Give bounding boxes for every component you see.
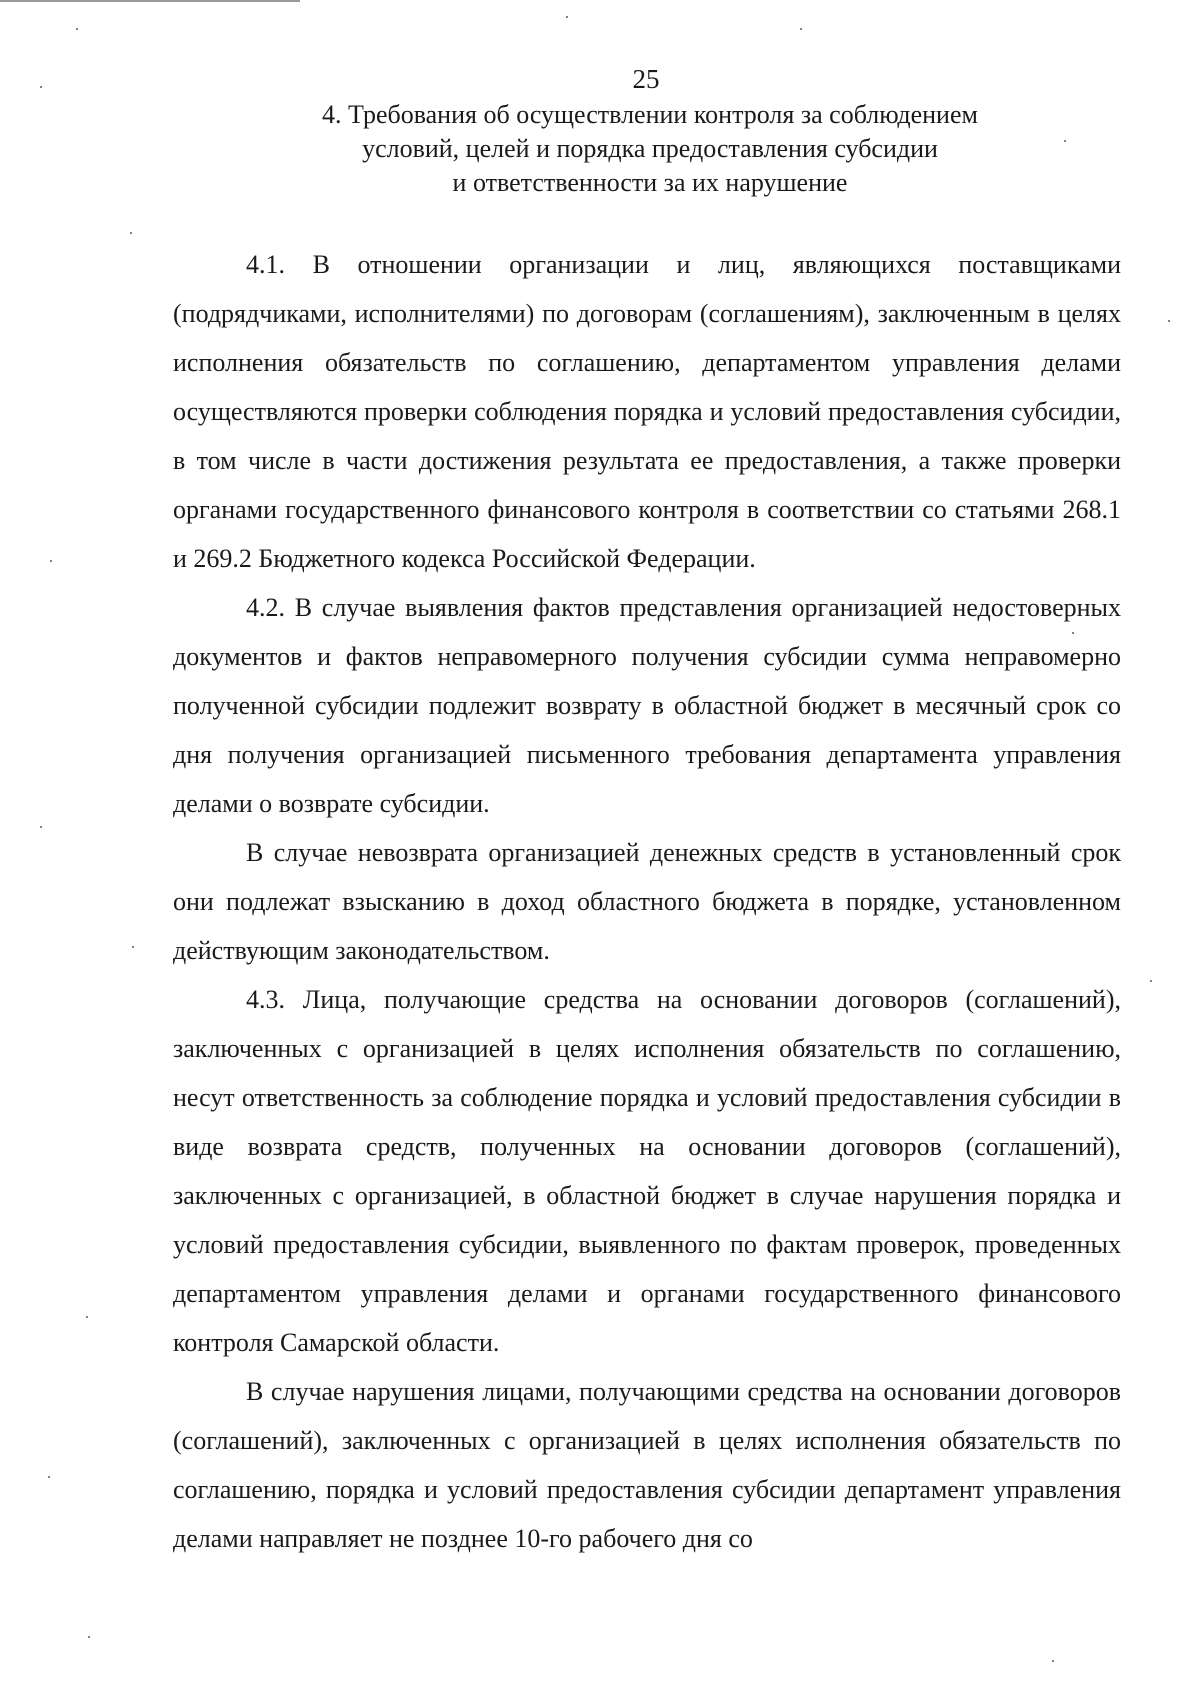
scan-speck <box>1072 632 1074 634</box>
section-heading-line-1: 4. Требования об осуществлении контроля за соблюдением <box>322 100 978 129</box>
paragraph-4-3: 4.3. Лица, получающие средства на основании договоров (соглашений), заключенных с организацией в целях исполнения обязательств по соглашению, несут ответственность за соблюдение порядка и условий предоставления субсидии в виде возврата средств, полученных на основании договоров (соглашений), заключенных с организацией, в областной бюджет в случае нарушения порядка и условий предоставления субсидии, выявленного по фактам проверок, проведенных департаментом управления делами и органами государственного финансового контроля Самарской области. <box>173 985 1121 1357</box>
page-number: 25 <box>632 64 660 94</box>
section-heading-line-2: условий, целей и порядка предоставления субсидии <box>362 134 938 163</box>
paragraph-4-2: 4.2. В случае выявления фактов представления организацией недостоверных документов и фактов неправомерного получения субсидии сумма неправомерно полученной субсидии подлежит возврату в областной бюджет в месячный срок со дня получения организацией письменного требования департамента управления делами о возврате субсидии. <box>173 593 1121 818</box>
scan-speck <box>132 946 134 948</box>
paragraph-violation: В случае нарушения лицами, получающими средства на основании договоров (соглашений), заключенных с организацией в целях исполнения обязательств по соглашению, порядка и условий предоставления субсидии департамент управления делами направляет не позднее 10-го рабочего дня со <box>173 1377 1121 1553</box>
paragraph-nonreturn: В случае невозврата организацией денежных средств в установленный срок они подлежат взысканию в доход областного бюджета в порядке, установленном действующим законодательством. <box>173 838 1121 965</box>
section-heading <box>240 98 1060 200</box>
scan-speck <box>1150 980 1152 982</box>
scan-speck <box>76 28 78 30</box>
scan-speck <box>48 1476 50 1478</box>
scan-speck <box>88 1636 90 1638</box>
scan-speck <box>1052 1660 1054 1662</box>
section-heading-line-3: и ответственности за их нарушение <box>452 168 848 197</box>
scan-speck <box>1168 320 1170 322</box>
scan-speck <box>50 560 52 562</box>
scan-speck <box>1064 140 1066 142</box>
scan-speck <box>86 1316 88 1318</box>
document-body <box>173 240 1121 1563</box>
scan-speck <box>800 28 802 30</box>
scan-edge-line <box>0 0 300 2</box>
paragraph-4-1: 4.1. В отношении организации и лиц, являющихся поставщиками (подрядчиками, исполнителями) по договорам (соглашениям), заключенным в целях исполнения обязательств по соглашению, департаментом управления делами осуществляются проверки соблюдения порядка и условий предоставления субсидии, в том числе в части достижения результата ее предоставления, а также проверки органами государственного финансового контроля в соответствии со статьями 268.1 и 269.2 Бюджетного кодекса Российской Федерации. <box>173 250 1121 573</box>
scan-speck <box>40 86 42 88</box>
scan-speck <box>40 826 42 828</box>
scan-speck <box>130 232 132 234</box>
scan-speck <box>566 16 568 18</box>
